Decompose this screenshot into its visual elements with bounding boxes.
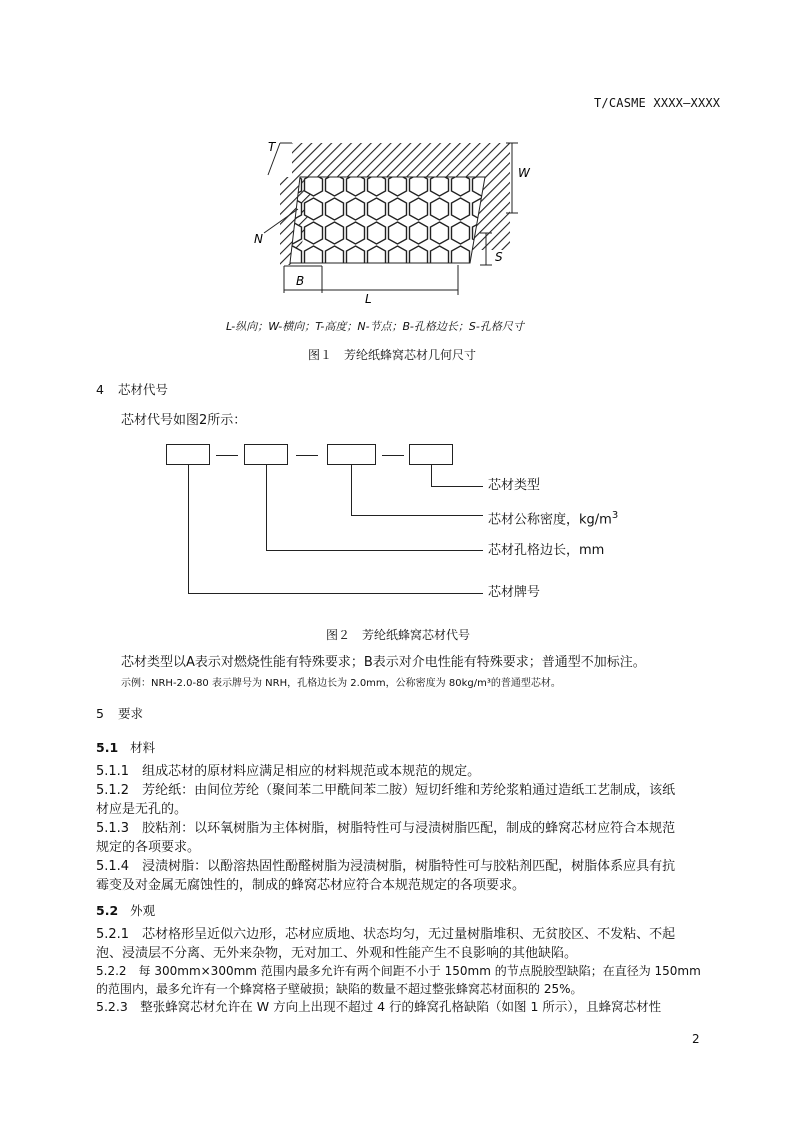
example-note: 示例：NRH-2.0-80 表示牌号为 NRH，孔格边长为 2.0mm，公称密度为 80kg/m³的普通型芯材。 [121,678,561,689]
figure2-caption: 图２ 芳纶纸蜂窝芯材代号 [326,628,471,642]
clause-5-1-3: 5.1.3 胶粘剂：以环氧树脂为主体树脂，树脂特性可与浸渍树脂匹配，制成的蜂窝芯材应符合本规范 [96,821,676,836]
label-core-type: 芯材类型 [488,478,541,493]
label-core-density: 芯材公称密度，$kg/m^3$ [488,510,619,528]
connector-cell-v [266,465,267,550]
label-W: W [518,166,530,180]
connector-brand-h [188,593,483,594]
clause-5-1-4-cont: 霉变及对金属无腐蚀性的，制成的蜂窝芯材应符合本规范规定的各项要求。 [96,878,526,893]
clause-5-2-2: 5.2.2 每 300mm×300mm 范围内最多允许有两个间距不小于 150mm 的节点脱胶型缺陷；在直径为 150mm [96,964,701,978]
code-box-cell-size [244,444,288,465]
clause-5-1-3-cont: 规定的各项要求。 [96,840,201,855]
dash-2 [296,455,318,456]
clause-5-2-1: 5.2.1 芯材格形呈近似六边形，芯材应质地、状态均匀，无过量树脂堆积、无贫胶区、不发粘、不起 [96,927,676,942]
connector-density-v [351,465,352,515]
page-number: 2 [692,1032,700,1046]
core-type-note: 芯材类型以A表示对燃烧性能有特殊要求；B表示对介电性能有特殊要求；普通型不加标注。 [121,655,646,670]
label-T: T [268,140,276,154]
code-box-brand [166,444,210,465]
code-box-type [409,444,453,465]
connector-cell-h [266,550,483,551]
label-cell-size: 芯材孔格边长，mm [488,543,605,558]
hatched-upper-face [292,143,510,177]
dash-1 [216,455,238,456]
honeycomb-cell-grid [290,177,485,263]
document-code: T/CASME XXXX—XXXX [594,96,721,110]
clause-5-2-3: 5.2.3 整张蜂窝芯材允许在 W 方向上出现不超过 4 行的蜂窝孔格缺陷（如图 1 所示），且蜂窝芯材性 [96,999,662,1014]
label-B: B [296,274,305,288]
clause-5-1-4: 5.1.4 浸渍树脂：以酚溶热固性酚醛树脂为浸渍树脂，树脂特性可与胶粘剂匹配，树脂体系应具有抗 [96,859,676,874]
clause-5-1-1: 5.1.1 组成芯材的原材料应满足相应的材料规范或本规范的规定。 [96,764,481,779]
section4-intro: 芯材代号如图2所示： [121,413,247,428]
connector-brand-v [188,465,189,593]
label-brand: 芯材牌号 [488,585,541,600]
label-L: L [365,292,372,306]
dash-3 [382,455,404,456]
section5-2-heading: 5.2 外观 [96,903,156,918]
section5-1-heading: 5.1 材料 [96,740,156,755]
clause-5-2-1-cont: 泡、浸渍层不分离、无外来杂物，无对加工、外观和性能产生不良影响的其他缺陷。 [96,946,578,961]
connector-density-h [351,515,483,516]
clause-5-1-2-cont: 材应是无孔的。 [96,802,188,817]
honeycomb-geometry-figure [240,125,570,315]
connector-type-v [431,465,432,486]
clause-5-1-2: 5.1.2 芳纶纸：由间位芳纶（聚间苯二甲酰间苯二胺）短切纤维和芳纶浆粕通过造纸工艺制成，该纸 [96,783,676,798]
section4-heading: 4 芯材代号 [96,382,168,397]
section5-heading: 5 要求 [96,706,143,721]
label-N: N [254,232,263,246]
clause-5-2-2-cont: 的范围内，最多允许有一个蜂窝格子壁破损；缺陷的数量不超过整张蜂窝芯材面积的 25%。 [96,982,583,996]
connector-type-h [431,486,483,487]
code-box-density [327,444,376,465]
figure1-legend: L-纵向；W-横向；T-高度；N-节点；B-孔格边长；S-孔格尺寸 [226,320,524,333]
figure1-caption: 图１ 芳纶纸蜂窝芯材几何尺寸 [308,348,477,362]
label-S: S [495,250,503,264]
